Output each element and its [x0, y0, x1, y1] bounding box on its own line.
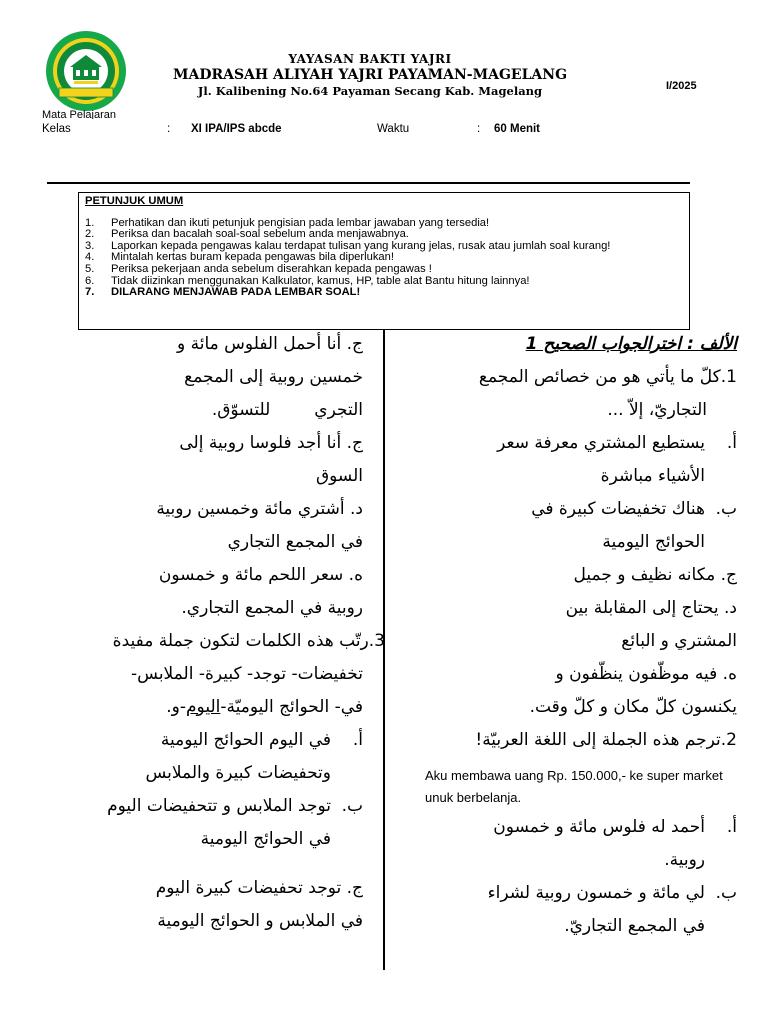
instructions-list: [85, 218, 683, 299]
section-title: الألف : اخترالجواب الصحيح 1: [525, 334, 737, 354]
word-list: تخفيضات- توجد- كبيرة- الملابس-: [131, 664, 363, 684]
option-text: أحمد له فلوس مائة و خمسون: [493, 817, 705, 837]
option-b: [395, 877, 737, 943]
word-list-text: في- الحوائج اليوميّة-: [220, 697, 363, 717]
option-b: [38, 790, 363, 856]
option-d: د. يحتاج إلى المقابلة بين: [565, 598, 737, 618]
option-d-cont: المشتري و البائع: [621, 631, 737, 651]
academic-year: I/2025: [666, 80, 697, 92]
option-text: في اليوم الحوائج اليومية: [160, 730, 331, 750]
option-text: للتسوّق.: [211, 400, 271, 420]
option-b: [395, 493, 737, 559]
option-text: لي مائة و خمسون روبية لشراء: [487, 883, 705, 903]
option-text: في المجمع التجاريّ.: [564, 916, 705, 936]
option-d: د. أشتري مائة وخمسين روبية: [156, 499, 363, 519]
time-label: Waktu: [377, 123, 410, 135]
instruction-number: 1.: [85, 216, 95, 229]
foundation-name: YAYASAN BAKTI YAJRI: [288, 52, 452, 66]
option-text: وتحفيضات كبيرة والملابس: [145, 763, 331, 783]
word-list-underlined: اليوم: [186, 697, 221, 717]
option-letter: ب.: [715, 499, 737, 519]
question-2: [395, 724, 737, 943]
time-value: 60 Menit: [494, 123, 541, 135]
class-value: XI IPA/IPS abcde: [191, 123, 282, 135]
option-c: ج. مكانه نظيف و جميل: [573, 565, 737, 585]
option-letter: أ.: [352, 730, 363, 750]
option-text: هناك تخفيضات كبيرة في: [531, 499, 705, 519]
option-text: توجد الملابس و تتحفيضات اليوم: [107, 796, 331, 816]
option-text: التجري: [314, 400, 363, 420]
time-separator: :: [477, 123, 481, 135]
option-c-cont: في الملابس و الحوائج اليومية: [157, 911, 363, 931]
instruction-text: Periksa dan bacalah soal-soal sebelum anda menjawabnya.: [111, 228, 409, 241]
option-a: [395, 811, 737, 877]
question-stem: 2.ترجم هذه الجملة إلى اللغة العربيّة!: [475, 730, 737, 750]
option-c-alt: ج. أنا أجد فلوسا روبية إلى: [179, 433, 363, 453]
option-e-cont: روبية في المجمع التجاري.: [181, 598, 363, 618]
class-label: Kelas: [42, 123, 71, 135]
instruction-item: [85, 287, 683, 299]
question-stem-cont: التجاريّ، إلاّ ...: [607, 400, 707, 420]
instruction-item: [85, 264, 683, 276]
left-column: [38, 328, 385, 938]
option-c: ج. توجد تحفيضات كبيرة اليوم: [155, 878, 363, 898]
option-e-cont: يكنسون كلّ مكان و كلّ وقت.: [529, 697, 737, 717]
school-emblem-icon: [45, 30, 127, 112]
school-address: Jl. Kalibening No.64 Payaman Secang Kab. Magelang: [197, 84, 543, 98]
right-column: [395, 328, 737, 943]
option-letter: ب.: [341, 796, 363, 816]
instruction-text: Tidak diizinkan menggunakan Kalkulator, kamus, HP, table alat Bantu hitung lainnya!: [111, 274, 530, 287]
option-d-cont: في المجمع التجاري: [227, 532, 363, 552]
subject-label: Mata Pelajaran: [42, 110, 116, 119]
option-text: يستطيع المشتري معرفة سعر: [497, 433, 705, 453]
word-list-cont: [38, 691, 363, 724]
option-c-cont: [38, 394, 363, 427]
instruction-number: 5.: [85, 262, 95, 275]
school-logo: [45, 30, 127, 112]
question-2-cont: [38, 328, 363, 625]
option-text: في الحوائج اليومية: [200, 829, 331, 849]
option-letter: ب.: [715, 883, 737, 903]
option-c-alt-cont: السوق: [315, 466, 363, 486]
question-stem: 1.كلّ ما يأتي هو من خصائص المجمع: [478, 367, 737, 387]
instructions-title: PETUNJUK UMUM: [85, 195, 184, 207]
class-separator: :: [167, 123, 171, 135]
word-list-text: -و.: [166, 697, 187, 717]
option-a: [395, 427, 737, 493]
translation-sentence: Aku membawa uang Rp. 150.000,- ke super market unuk berbelanja.: [425, 768, 723, 805]
instruction-number: 7.: [85, 286, 95, 299]
question-3: [38, 625, 385, 938]
option-e: ه. سعر اللحم مائة و خمسون: [158, 565, 363, 585]
instruction-text: Mintalah kertas buram kepada pengawas bila diperlukan!: [111, 251, 394, 264]
option-letter: أ.: [726, 433, 737, 453]
instruction-text: DILARANG MENJAWAB PADA LEMBAR SOAL!: [111, 286, 361, 299]
instruction-number: 6.: [85, 274, 95, 287]
instruction-text: Perhatikan dan ikuti petunjuk pengisian pada lembar jawaban yang tersedia!: [111, 216, 490, 229]
option-text: روبية.: [664, 850, 705, 870]
instruction-text: Laporkan kepada pengawas kalau terdapat tulisan yang kurang jelas, rusak atau jumlah soal kurang!: [111, 239, 611, 252]
instruction-text: Periksa pekerjaan anda sebelum diserahkan kepada pengawas !: [111, 262, 432, 275]
question-1: [395, 361, 737, 724]
option-c-cont: خمسين روبية إلى المجمع: [184, 367, 363, 387]
school-name: MADRASAH ALIYAH YAJRI PAYAMAN-MAGELANG: [172, 67, 568, 83]
header-divider: [47, 182, 690, 184]
option-text: الأشياء مباشرة: [600, 466, 705, 486]
option-c: ج. أنا أحمل الفلوس مائة و: [177, 334, 363, 354]
instructions-box: [78, 192, 690, 330]
option-e: ه. فيه موظّفون ينظّفون و: [555, 664, 737, 684]
instruction-number: 2.: [85, 228, 95, 241]
instruction-number: 3.: [85, 239, 95, 252]
instruction-number: 4.: [85, 251, 95, 264]
option-letter: أ.: [726, 817, 737, 837]
question-stem: 3.رتّب هذه الكلمات لتكون جملة مفيدة: [112, 631, 385, 651]
option-a: [38, 724, 363, 790]
option-text: الحوائج اليومية: [602, 532, 705, 552]
